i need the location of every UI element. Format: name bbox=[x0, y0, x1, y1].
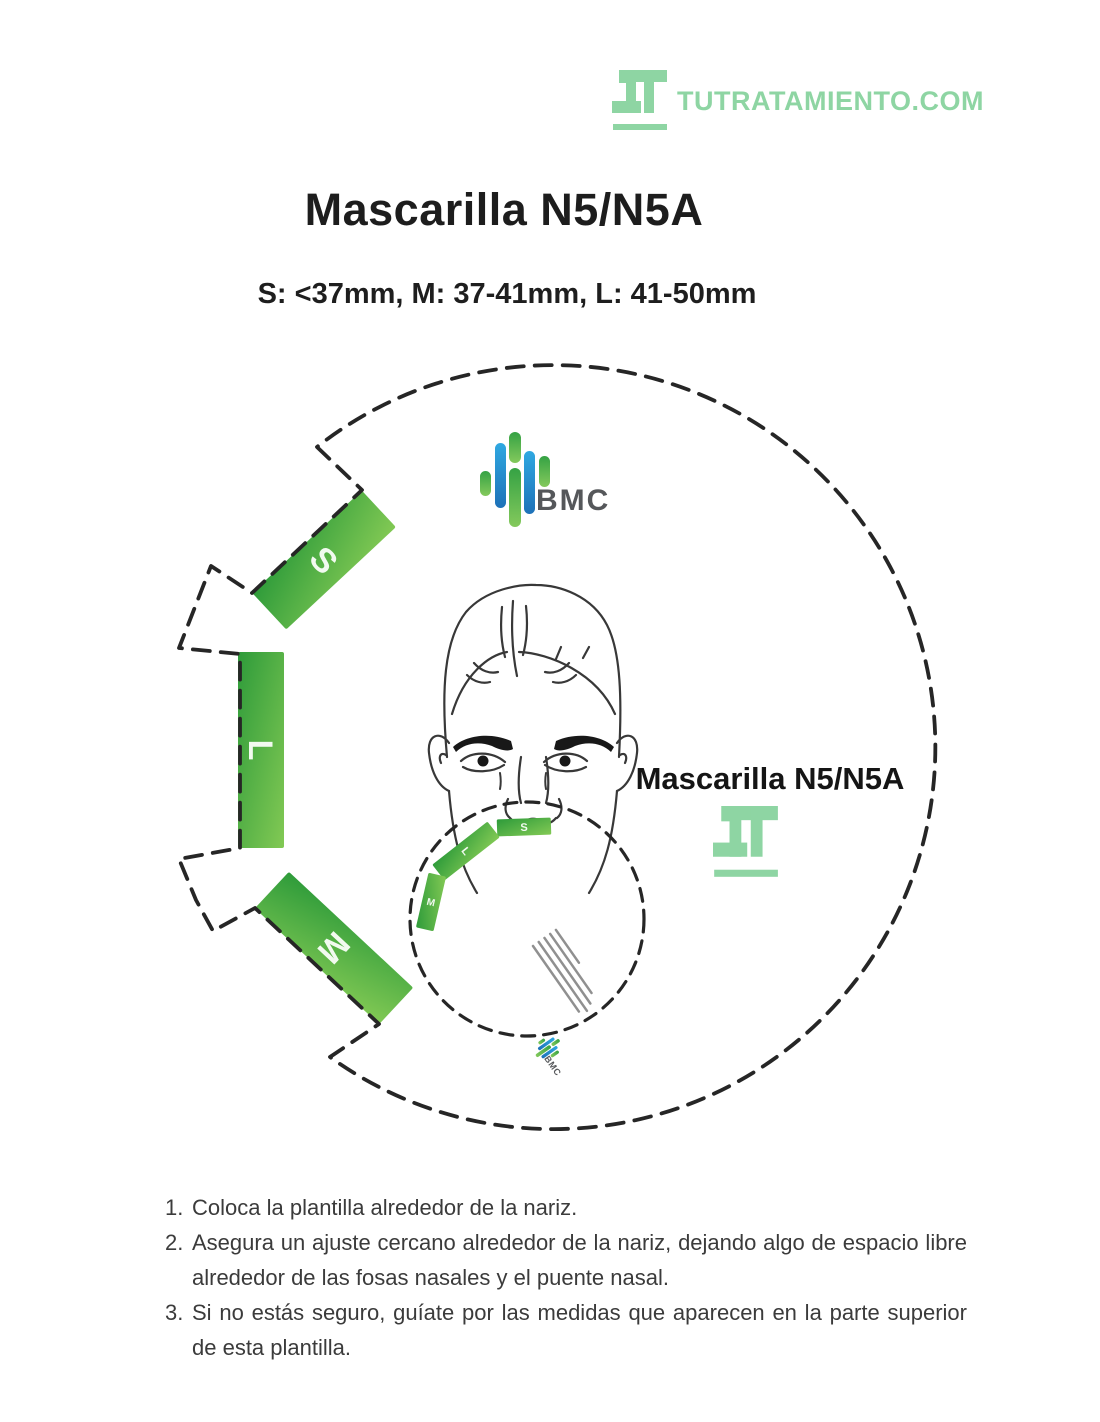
size-guide-subtitle: S: <37mm, M: 37-41mm, L: 41-50mm bbox=[257, 278, 757, 310]
instruction-number: 3. bbox=[165, 1300, 184, 1325]
inner-template-title: Mascarilla N5/N5A bbox=[635, 761, 905, 796]
mini-size-bar-s bbox=[497, 818, 552, 837]
nose bbox=[506, 757, 562, 823]
hairline bbox=[452, 652, 615, 714]
mini-size-bar-label: S bbox=[520, 821, 528, 834]
size-bar-label: M bbox=[309, 924, 357, 971]
size-bar-m bbox=[255, 872, 413, 1025]
mini-fine-print bbox=[533, 930, 604, 1015]
left-pupil bbox=[478, 756, 489, 767]
instruction-item bbox=[165, 1225, 967, 1295]
inner-lt-logo-icon bbox=[713, 806, 778, 877]
mini-size-bar-m bbox=[416, 873, 446, 932]
mini-size-bar-label: L bbox=[458, 845, 473, 858]
hair-part-lines bbox=[501, 601, 527, 676]
head-outline bbox=[444, 585, 620, 757]
mini-bmc-logo bbox=[530, 1031, 576, 1079]
instruction-text: Coloca la plantilla alrededor de la nariz. bbox=[192, 1195, 578, 1220]
instruction-item bbox=[165, 1190, 967, 1225]
instruction-text: Si no estás seguro, guíate por las medidas que aparecen en la parte superior de esta plantilla. bbox=[192, 1300, 967, 1360]
mini-size-bar-label: M bbox=[425, 896, 437, 910]
instruction-number: 1. bbox=[165, 1195, 184, 1220]
instruction-item bbox=[165, 1295, 967, 1365]
size-bar-label: S bbox=[301, 539, 345, 582]
instructions-list bbox=[165, 1190, 967, 1365]
bmc-label: BMC bbox=[536, 484, 611, 517]
right-eyebrow bbox=[554, 736, 614, 752]
page-title: Mascarilla N5/N5A bbox=[304, 184, 704, 235]
bmc-logo bbox=[480, 432, 610, 527]
brand-wordmark: TUTRATAMIENTO.COM bbox=[677, 85, 984, 116]
mini-template-outline bbox=[410, 802, 644, 1036]
cheek-lines bbox=[500, 773, 546, 789]
instruction-number: 2. bbox=[165, 1230, 184, 1255]
instruction-text: Asegura un ajuste cercano alrededor de la nariz, dejando algo de espacio libre alrededor de las fosas nasales y el puente nasal. bbox=[192, 1230, 967, 1290]
right-pupil bbox=[560, 756, 571, 767]
size-bar-s bbox=[252, 491, 396, 630]
size-bar-label: L bbox=[241, 739, 280, 761]
left-eyebrow bbox=[453, 736, 513, 752]
size-bar-l bbox=[238, 652, 284, 848]
